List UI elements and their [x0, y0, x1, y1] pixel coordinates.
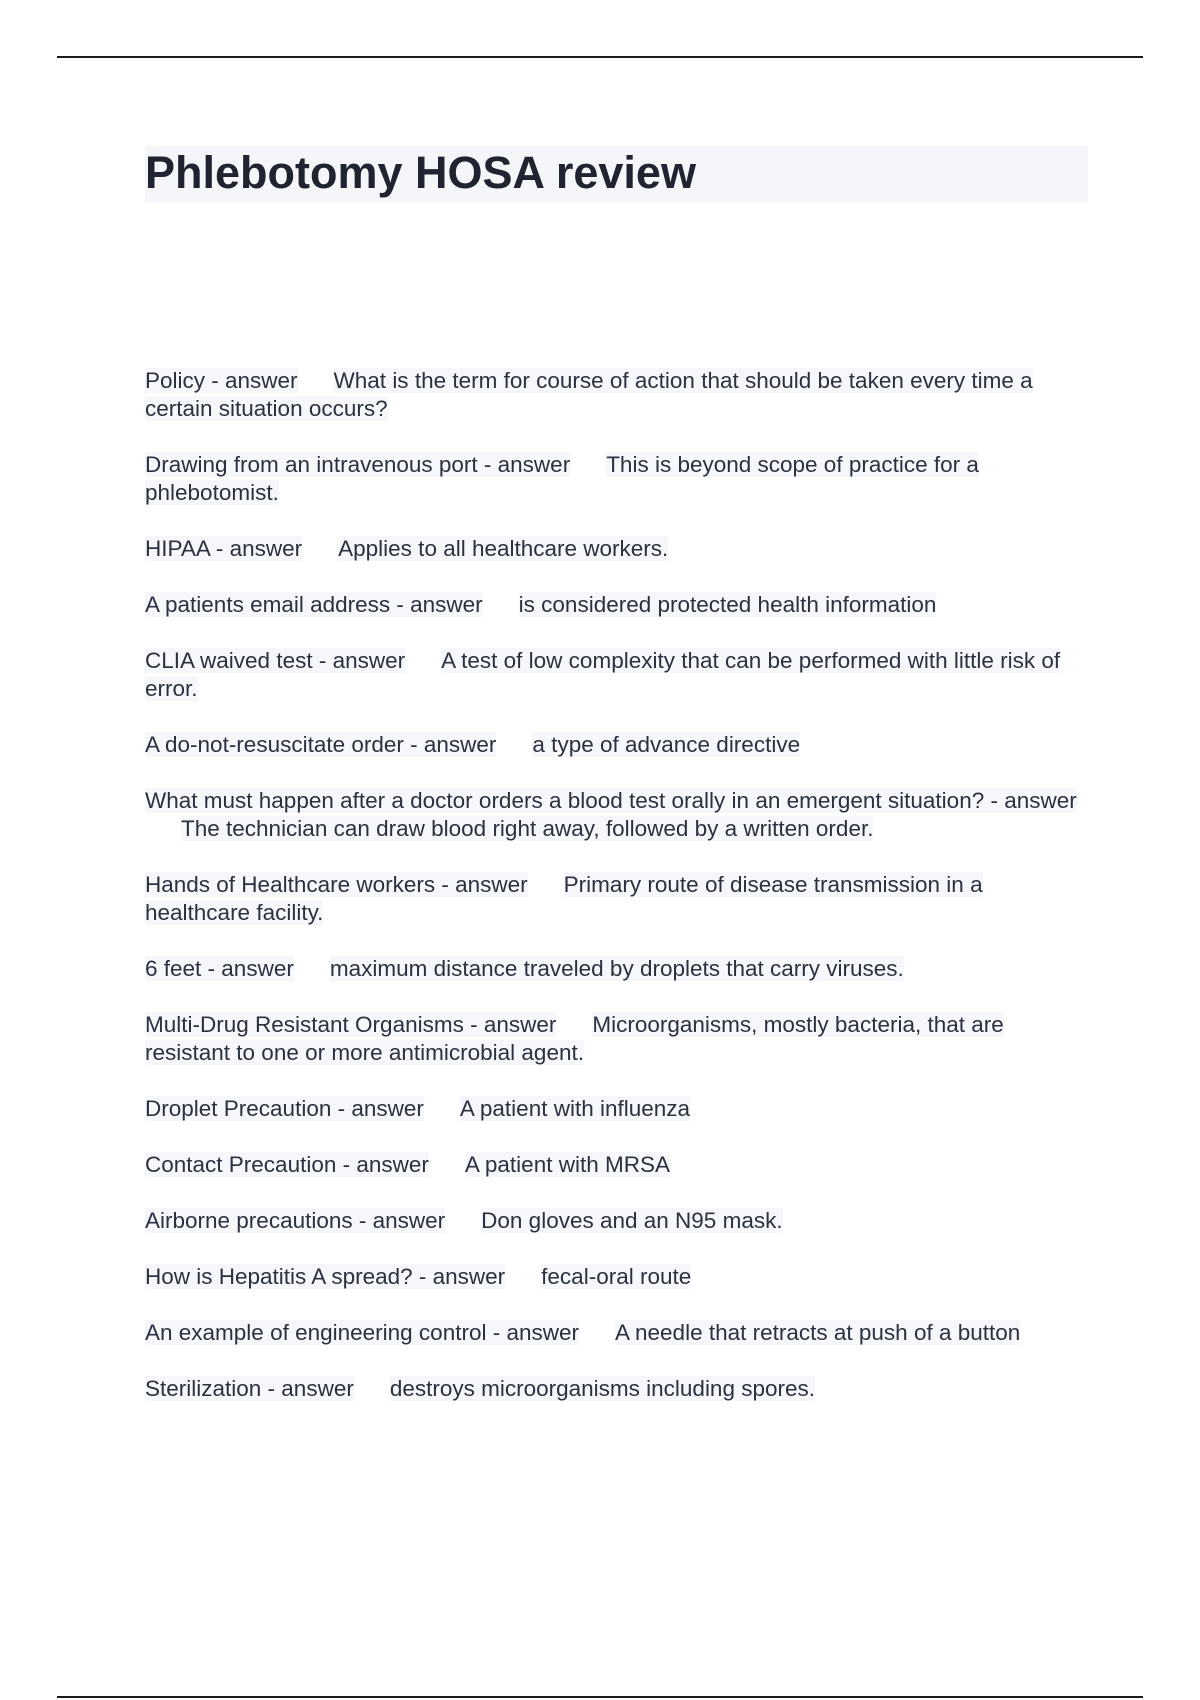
- qa-item: [145, 1095, 1090, 1123]
- qa-term: Hands of Healthcare workers - answer: [145, 872, 528, 897]
- qa-term: An example of engineering control - answer: [145, 1320, 579, 1345]
- qa-list: [145, 367, 1090, 1431]
- qa-term: Policy - answer: [145, 368, 298, 393]
- qa-item: [145, 1011, 1090, 1067]
- qa-item: [145, 591, 1090, 619]
- qa-item: [145, 367, 1090, 423]
- qa-item: [145, 1375, 1090, 1403]
- qa-definition: maximum distance traveled by droplets that carry viruses.: [329, 956, 904, 981]
- qa-term: HIPAA - answer: [145, 536, 303, 561]
- qa-definition: A test of low complexity that can be performed with little risk of error.: [145, 648, 1061, 701]
- qa-item: [145, 1263, 1090, 1291]
- qa-term: A do-not-resuscitate order - answer: [145, 732, 497, 757]
- qa-definition: What is the term for course of action that should be taken every time a certain situation occurs?: [145, 368, 1033, 421]
- qa-term: A patients email address - answer: [145, 592, 483, 617]
- qa-term: 6 feet - answer: [145, 956, 294, 981]
- qa-definition: This is beyond scope of practice for a phlebotomist.: [145, 452, 979, 505]
- qa-term: What must happen after a doctor orders a blood test orally in an emergent situation? - answer: [145, 788, 1077, 813]
- qa-definition: A needle that retracts at push of a button: [615, 1320, 1021, 1345]
- qa-item: [145, 1151, 1090, 1179]
- qa-item: [145, 451, 1090, 507]
- qa-item: [145, 1319, 1090, 1347]
- qa-definition: Don gloves and an N95 mask.: [481, 1208, 783, 1233]
- qa-term: Contact Precaution - answer: [145, 1152, 429, 1177]
- qa-item: [145, 955, 1090, 983]
- header-rule: [57, 56, 1143, 58]
- qa-definition: destroys microorganisms including spores.: [389, 1376, 815, 1401]
- qa-item: [145, 787, 1090, 843]
- qa-term: Sterilization - answer: [145, 1376, 354, 1401]
- qa-term: Droplet Precaution - answer: [145, 1096, 424, 1121]
- qa-definition: a type of advance directive: [532, 732, 801, 757]
- page-title: Phlebotomy HOSA review: [145, 147, 696, 198]
- qa-item: [145, 647, 1090, 703]
- qa-definition: A patient with influenza: [459, 1096, 691, 1121]
- qa-term: Multi-Drug Resistant Organisms - answer: [145, 1012, 557, 1037]
- qa-definition: Applies to all healthcare workers.: [338, 536, 669, 561]
- qa-term: CLIA waived test - answer: [145, 648, 406, 673]
- qa-definition: Microorganisms, mostly bacteria, that are resistant to one or more antimicrobial agent.: [145, 1012, 1004, 1065]
- qa-item: [145, 731, 1090, 759]
- qa-item: [145, 1207, 1090, 1235]
- qa-definition: The technician can draw blood right away, followed by a written order.: [181, 816, 874, 841]
- qa-definition: fecal-oral route: [541, 1264, 692, 1289]
- qa-definition: is considered protected health information: [518, 592, 937, 617]
- qa-term: Airborne precautions - answer: [145, 1208, 446, 1233]
- qa-term: Drawing from an intravenous port - answer: [145, 452, 571, 477]
- qa-definition: A patient with MRSA: [464, 1152, 670, 1177]
- footer-rule: [57, 1696, 1143, 1698]
- qa-item: [145, 535, 1090, 563]
- qa-item: [145, 871, 1090, 927]
- qa-term: How is Hepatitis A spread? - answer: [145, 1264, 506, 1289]
- qa-definition: Primary route of disease transmission in a healthcare facility.: [145, 872, 983, 925]
